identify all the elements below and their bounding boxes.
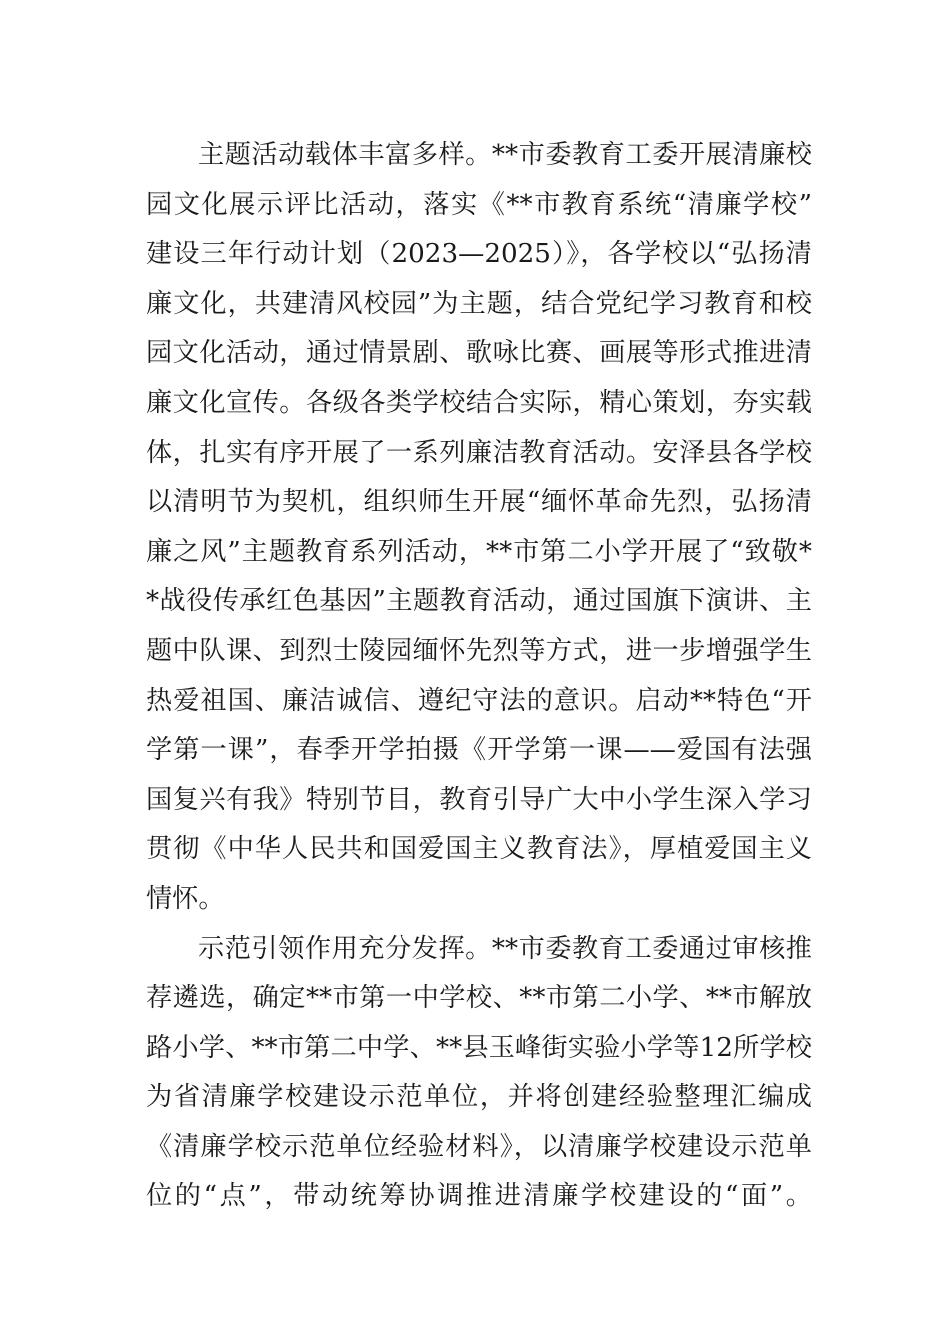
paragraph-line: 贯彻《中华人民共和国爱国主义教育法》，厚植爱国主义 (146, 834, 812, 865)
paragraph-line: 廉文化宣传。各级各类学校结合实际，精心策划，夯实载 (146, 387, 812, 418)
paragraph-themed-activities (146, 131, 812, 925)
paragraph-line: *战役传承红色基因”主题教育活动，通过国旗下演讲、主 (146, 586, 812, 617)
paragraph-line: 国复兴有我》特别节目，教育引导广大中小学生深入学习 (146, 784, 812, 815)
paragraph-line: 位的“点”，带动统筹协调推进清廉学校建设的“面”。 (146, 1181, 812, 1212)
paragraph-line: 廉之风”主题教育系列活动，**市第二小学开展了“致敬* (146, 536, 812, 567)
paragraph-line: 园文化展示评比活动，落实《**市教育系统“清廉学校” (146, 189, 812, 220)
paragraph-line: 园文化活动，通过情景剧、歌咏比赛、画展等形式推进清 (146, 338, 812, 369)
paragraph-line: 以清明节为契机，组织师生开展“缅怀革命先烈，弘扬清 (146, 487, 812, 518)
paragraph-line: 为省清廉学校建设示范单位，并将创建经验整理汇编成 (146, 1082, 812, 1113)
paragraph-line: 情怀。 (146, 883, 225, 914)
paragraph-line: 廉文化，共建清风校园”为主题，结合党纪学习教育和校 (146, 288, 812, 319)
paragraph-demonstration-role (146, 925, 812, 1223)
paragraph-line: 路小学、**市第二中学、**县玉峰街实验小学等12所学校 (146, 1032, 812, 1063)
paragraph-line: 荐遴选，确定**市第一中学校、**市第二小学、**市解放 (146, 983, 812, 1014)
paragraph-line: 学第一课”，春季开学拍摄《开学第一课——爱国有法强 (146, 735, 812, 766)
paragraph-line: 《清廉学校示范单位经验材料》，以清廉学校建设示范单 (146, 1131, 812, 1162)
paragraph-line: 体，扎实有序开展了一系列廉洁教育活动。安泽县各学校 (146, 437, 812, 468)
paragraph-line: 主题活动载体丰富多样。**市委教育工委开展清廉校 (198, 140, 812, 170)
paragraph-line: 题中队课、到烈士陵园缅怀先烈等方式，进一步增强学生 (146, 635, 812, 666)
paragraph-line: 示范引领作用充分发挥。**市委教育工委通过审核推 (198, 933, 812, 964)
paragraph-line: 建设三年行动计划（2023—2025）》，各学校以“弘扬清 (146, 239, 812, 270)
document-body (146, 131, 812, 1222)
paragraph-line: 热爱祖国、廉洁诚信、遵纪守法的意识。启动**特色“开 (146, 685, 812, 716)
